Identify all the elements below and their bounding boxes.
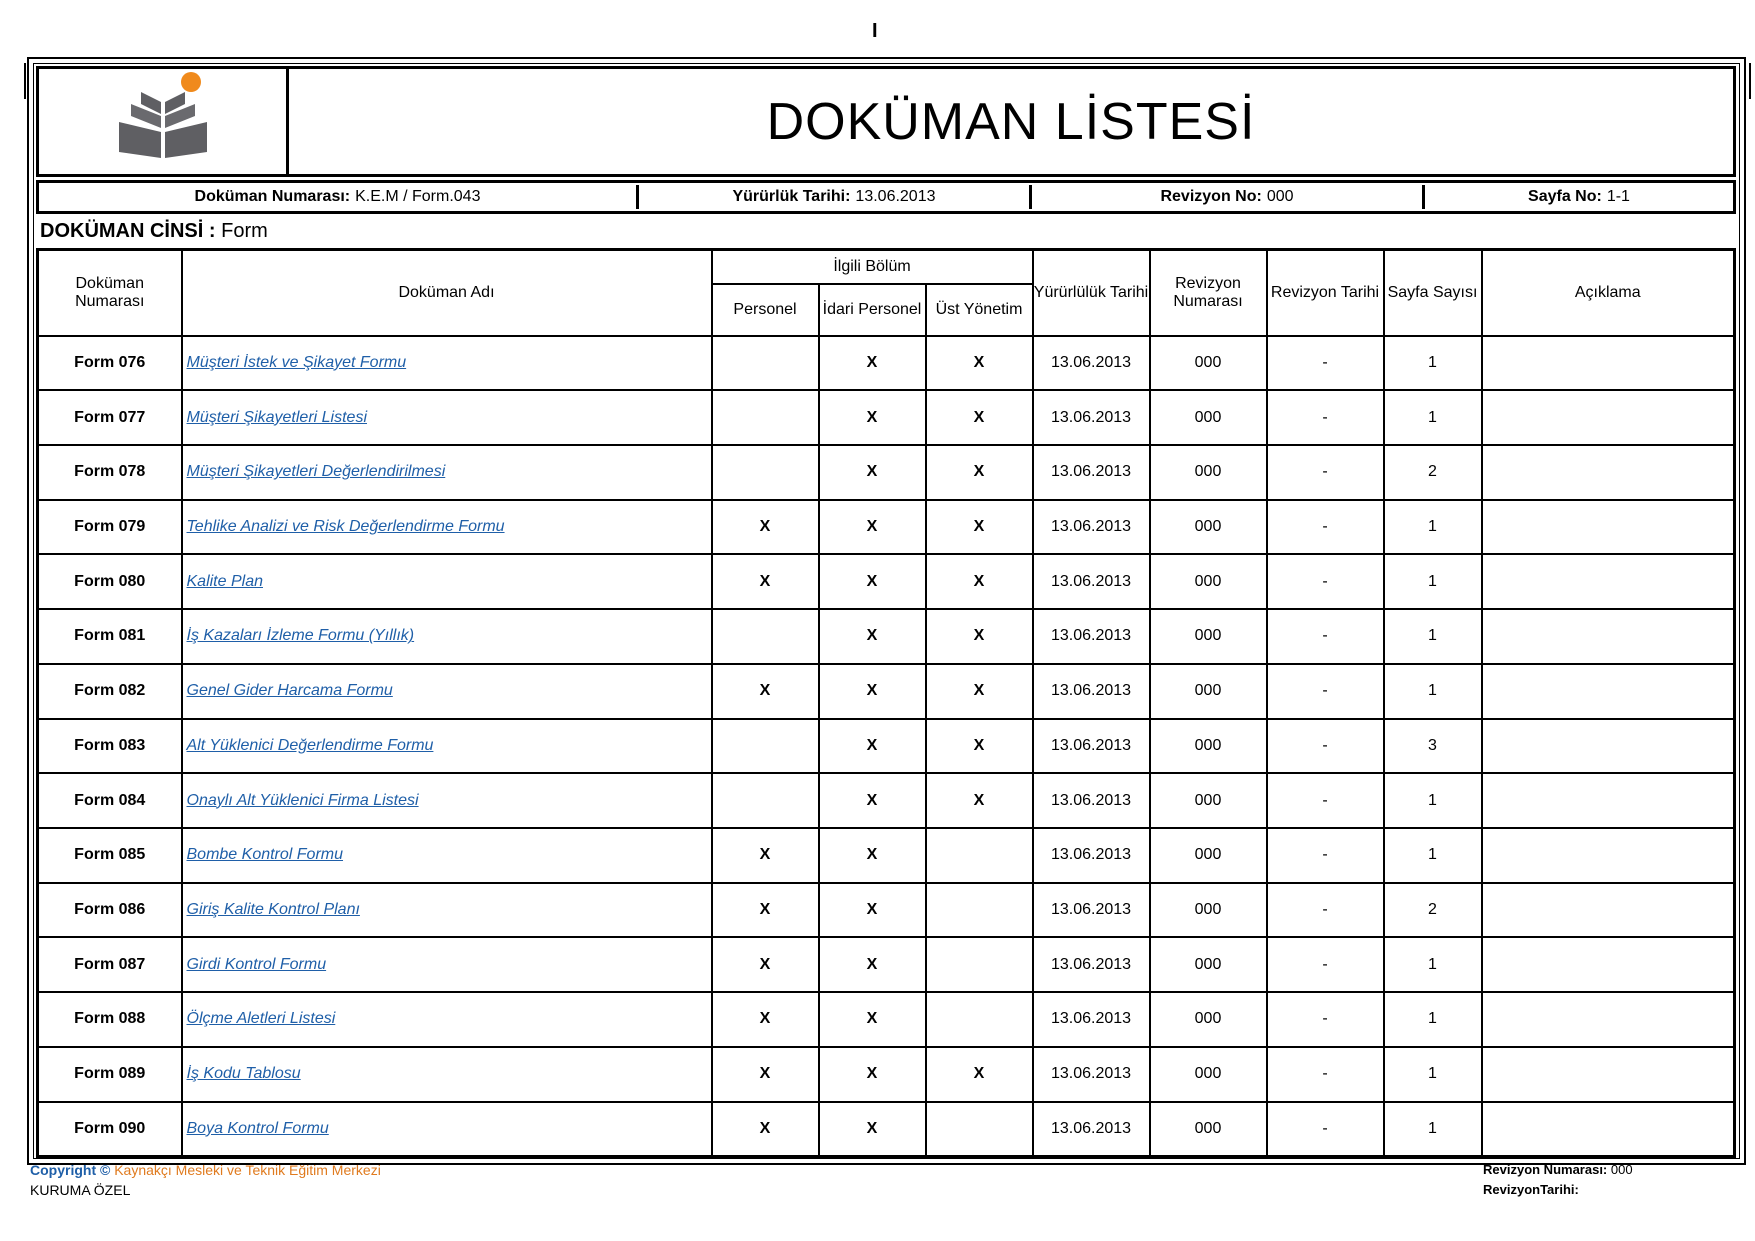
- doc-link[interactable]: İş Kodu Tablosu: [186, 1065, 301, 1083]
- revision-number-cell: 000: [1150, 773, 1267, 828]
- meta-revision-label: Revizyon No:: [1160, 188, 1262, 205]
- meta-page-value: 1-1: [1606, 188, 1630, 205]
- effective-date-cell: 13.06.2013: [1033, 883, 1150, 938]
- personel-cell: X: [712, 883, 819, 938]
- page-count-cell: 1: [1384, 992, 1482, 1047]
- personel-cell: X: [712, 554, 819, 609]
- meta-doc-number-value: K.E.M / Form.043: [355, 188, 481, 205]
- header-revision-date: Revizyon Tarihi: [1267, 250, 1384, 336]
- doc-number-cell: Form 086: [38, 883, 182, 938]
- doc-link[interactable]: Alt Yüklenici Değerlendirme Formu: [186, 736, 434, 754]
- ust-yonetim-cell: X: [926, 390, 1033, 445]
- notes-cell: [1482, 336, 1735, 391]
- header-doc-number: Doküman Numarası: [38, 250, 182, 336]
- doc-number-cell: Form 089: [38, 1047, 182, 1102]
- notes-cell: [1482, 609, 1735, 664]
- document-type-value: Form: [221, 220, 268, 242]
- institution-logo-icon: [103, 66, 223, 166]
- doc-name-cell: [182, 390, 712, 445]
- doc-name-cell: [182, 1047, 712, 1102]
- document-type: [40, 220, 268, 243]
- doc-number-cell: Form 083: [38, 719, 182, 774]
- page-count-cell: 1: [1384, 336, 1482, 391]
- doc-link[interactable]: Girdi Kontrol Formu: [186, 955, 327, 973]
- footer-rev-date-label: RevizyonTarihi:: [1483, 1182, 1579, 1197]
- header-personel: Personel: [712, 284, 819, 336]
- notes-cell: [1482, 500, 1735, 555]
- personel-cell: X: [712, 500, 819, 555]
- notes-cell: [1482, 390, 1735, 445]
- effective-date-cell: 13.06.2013: [1033, 1047, 1150, 1102]
- effective-date-cell: 13.06.2013: [1033, 719, 1150, 774]
- notes-cell: [1482, 554, 1735, 609]
- ust-yonetim-cell: X: [926, 664, 1033, 719]
- personel-cell: X: [712, 664, 819, 719]
- header-revision-number: Revizyon Numarası: [1150, 250, 1267, 336]
- ust-yonetim-cell: [926, 992, 1033, 1047]
- personel-cell: [712, 336, 819, 391]
- footer-internal: KURUMA ÖZEL: [30, 1182, 131, 1198]
- idari-personel-cell: X: [819, 773, 926, 828]
- revision-date-cell: -: [1267, 336, 1384, 391]
- revision-date-cell: -: [1267, 773, 1384, 828]
- revision-number-cell: 000: [1150, 664, 1267, 719]
- ust-yonetim-cell: X: [926, 719, 1033, 774]
- ust-yonetim-cell: X: [926, 500, 1033, 555]
- effective-date-cell: 13.06.2013: [1033, 554, 1150, 609]
- logo-cell: [39, 69, 289, 174]
- page-count-cell: 1: [1384, 773, 1482, 828]
- page-count-cell: 2: [1384, 445, 1482, 500]
- table-row: [38, 828, 1735, 883]
- doc-link[interactable]: Tehlike Analizi ve Risk Değerlendirme Formu: [186, 518, 505, 536]
- revision-date-cell: -: [1267, 554, 1384, 609]
- table-row: [38, 992, 1735, 1047]
- table-row: [38, 883, 1735, 938]
- header-doc-name: Doküman Adı: [182, 250, 712, 336]
- revision-number-cell: 000: [1150, 390, 1267, 445]
- ust-yonetim-cell: [926, 1102, 1033, 1157]
- doc-name-cell: [182, 719, 712, 774]
- doc-number-cell: Form 084: [38, 773, 182, 828]
- page-count-cell: 1: [1384, 828, 1482, 883]
- header-related-section: İlgili Bölüm: [712, 250, 1033, 284]
- page-count-cell: 1: [1384, 937, 1482, 992]
- idari-personel-cell: X: [819, 883, 926, 938]
- doc-number-cell: Form 078: [38, 445, 182, 500]
- ust-yonetim-cell: X: [926, 609, 1033, 664]
- doc-number-cell: Form 080: [38, 554, 182, 609]
- table-row: [38, 719, 1735, 774]
- doc-number-cell: Form 088: [38, 992, 182, 1047]
- page-count-cell: 1: [1384, 664, 1482, 719]
- idari-personel-cell: X: [819, 609, 926, 664]
- doc-name-cell: [182, 883, 712, 938]
- doc-link[interactable]: Bombe Kontrol Formu: [186, 846, 344, 864]
- effective-date-cell: 13.06.2013: [1033, 937, 1150, 992]
- revision-number-cell: 000: [1150, 609, 1267, 664]
- footer-rev-num-label: Revizyon Numarası:: [1483, 1162, 1608, 1177]
- idari-personel-cell: X: [819, 445, 926, 500]
- personel-cell: [712, 609, 819, 664]
- effective-date-cell: 13.06.2013: [1033, 609, 1150, 664]
- idari-personel-cell: X: [819, 937, 926, 992]
- footer-right: [1483, 1160, 1633, 1200]
- table-row: [38, 1102, 1735, 1157]
- idari-personel-cell: X: [819, 828, 926, 883]
- notes-cell: [1482, 1102, 1735, 1157]
- revision-date-cell: -: [1267, 445, 1384, 500]
- doc-number-cell: Form 076: [38, 336, 182, 391]
- personel-cell: X: [712, 828, 819, 883]
- header-effective-date: Yürürlülük Tarihi: [1033, 250, 1150, 336]
- ust-yonetim-cell: [926, 883, 1033, 938]
- doc-link[interactable]: Ölçme Aletleri Listesi: [186, 1010, 336, 1028]
- revision-date-cell: -: [1267, 1047, 1384, 1102]
- personel-cell: X: [712, 937, 819, 992]
- revision-number-cell: 000: [1150, 828, 1267, 883]
- doc-link[interactable]: Boya Kontrol Formu: [186, 1119, 329, 1137]
- doc-name-cell: [182, 445, 712, 500]
- notes-cell: [1482, 445, 1735, 500]
- idari-personel-cell: X: [819, 1102, 926, 1157]
- effective-date-cell: 13.06.2013: [1033, 445, 1150, 500]
- page-count-cell: 3: [1384, 719, 1482, 774]
- page-count-cell: 1: [1384, 390, 1482, 445]
- notes-cell: [1482, 719, 1735, 774]
- revision-number-cell: 000: [1150, 719, 1267, 774]
- page-count-cell: 1: [1384, 554, 1482, 609]
- meta-effective-value: 13.06.2013: [855, 188, 936, 205]
- frame-edge-left: [24, 63, 26, 99]
- revision-date-cell: -: [1267, 828, 1384, 883]
- revision-date-cell: -: [1267, 500, 1384, 555]
- personel-cell: [712, 773, 819, 828]
- ust-yonetim-cell: X: [926, 1047, 1033, 1102]
- table-row: [38, 609, 1735, 664]
- page-count-cell: 1: [1384, 500, 1482, 555]
- table-row: [38, 336, 1735, 391]
- frame-edge-right: [1749, 63, 1751, 99]
- header-page-count: Sayfa Sayısı: [1384, 250, 1482, 336]
- doc-name-cell: [182, 937, 712, 992]
- ust-yonetim-cell: [926, 937, 1033, 992]
- idari-personel-cell: X: [819, 500, 926, 555]
- effective-date-cell: 13.06.2013: [1033, 390, 1150, 445]
- effective-date-cell: 13.06.2013: [1033, 336, 1150, 391]
- doc-number-cell: Form 077: [38, 390, 182, 445]
- table-row: [38, 664, 1735, 719]
- meta-effective-label: Yürürlük Tarihi:: [732, 188, 851, 205]
- doc-name-cell: [182, 500, 712, 555]
- doc-number-cell: Form 085: [38, 828, 182, 883]
- document-meta-row: [36, 180, 1736, 214]
- table-row: [38, 500, 1735, 555]
- table-row: [38, 445, 1735, 500]
- notes-cell: [1482, 773, 1735, 828]
- ust-yonetim-cell: X: [926, 336, 1033, 391]
- ust-yonetim-cell: X: [926, 773, 1033, 828]
- revision-number-cell: 000: [1150, 937, 1267, 992]
- doc-number-cell: Form 079: [38, 500, 182, 555]
- doc-link[interactable]: Giriş Kalite Kontrol Planı: [186, 901, 360, 919]
- header-ust-yonetim: Üst Yönetim: [926, 284, 1033, 336]
- table-row: [38, 773, 1735, 828]
- table-row: [38, 1047, 1735, 1102]
- meta-page: [1425, 185, 1733, 209]
- header-notes: Açıklama: [1482, 250, 1735, 336]
- document-list-table: [36, 248, 1736, 1158]
- notes-cell: [1482, 937, 1735, 992]
- revision-number-cell: 000: [1150, 336, 1267, 391]
- revision-date-cell: -: [1267, 1102, 1384, 1157]
- doc-name-cell: [182, 664, 712, 719]
- revision-number-cell: 000: [1150, 1102, 1267, 1157]
- document-title: DOKÜMAN LİSTESİ: [766, 92, 1256, 151]
- revision-date-cell: -: [1267, 719, 1384, 774]
- doc-link[interactable]: Onaylı Alt Yüklenici Firma Listesi: [186, 791, 419, 809]
- ust-yonetim-cell: X: [926, 445, 1033, 500]
- doc-link[interactable]: Müşteri Şikayetleri Listesi: [186, 408, 367, 426]
- meta-doc-number: [39, 185, 639, 209]
- ust-yonetim-cell: [926, 828, 1033, 883]
- meta-page-label: Sayfa No:: [1528, 188, 1602, 205]
- doc-link[interactable]: Müşteri Şikayetleri Değerlendirilmesi: [186, 463, 446, 481]
- revision-number-cell: 000: [1150, 992, 1267, 1047]
- header-idari-personel: İdari Personel: [819, 284, 926, 336]
- document-type-label: DOKÜMAN CİNSİ :: [40, 220, 216, 242]
- footer-copyright: Copyright ©: [30, 1162, 111, 1178]
- notes-cell: [1482, 992, 1735, 1047]
- ust-yonetim-cell: X: [926, 554, 1033, 609]
- revision-date-cell: -: [1267, 937, 1384, 992]
- revision-number-cell: 000: [1150, 445, 1267, 500]
- doc-link[interactable]: Kalite Plan: [186, 572, 263, 590]
- notes-cell: [1482, 883, 1735, 938]
- effective-date-cell: 13.06.2013: [1033, 992, 1150, 1047]
- doc-name-cell: [182, 1102, 712, 1157]
- idari-personel-cell: X: [819, 390, 926, 445]
- doc-name-cell: [182, 336, 712, 391]
- page-count-cell: 1: [1384, 1102, 1482, 1157]
- revision-number-cell: 000: [1150, 500, 1267, 555]
- personel-cell: [712, 390, 819, 445]
- effective-date-cell: 13.06.2013: [1033, 828, 1150, 883]
- table-row: [38, 937, 1735, 992]
- idari-personel-cell: X: [819, 719, 926, 774]
- doc-number-cell: Form 082: [38, 664, 182, 719]
- footer-rev-num-value: 000: [1610, 1162, 1633, 1177]
- footer-organization: Kaynakçı Mesleki ve Teknik Eğitim Merkezi: [114, 1162, 381, 1178]
- revision-date-cell: -: [1267, 609, 1384, 664]
- doc-name-cell: [182, 828, 712, 883]
- table-row: [38, 390, 1735, 445]
- doc-name-cell: [182, 554, 712, 609]
- revision-number-cell: 000: [1150, 1047, 1267, 1102]
- revision-number-cell: 000: [1150, 554, 1267, 609]
- effective-date-cell: 13.06.2013: [1033, 773, 1150, 828]
- document-header: [36, 66, 1736, 177]
- doc-number-cell: Form 087: [38, 937, 182, 992]
- idari-personel-cell: X: [819, 554, 926, 609]
- idari-personel-cell: X: [819, 1047, 926, 1102]
- table-row: [38, 554, 1735, 609]
- doc-name-cell: [182, 992, 712, 1047]
- notes-cell: [1482, 1047, 1735, 1102]
- notes-cell: [1482, 664, 1735, 719]
- personel-cell: [712, 719, 819, 774]
- personel-cell: [712, 445, 819, 500]
- meta-effective-date: [639, 185, 1032, 209]
- notes-cell: [1482, 828, 1735, 883]
- idari-personel-cell: X: [819, 992, 926, 1047]
- effective-date-cell: 13.06.2013: [1033, 664, 1150, 719]
- revision-date-cell: -: [1267, 883, 1384, 938]
- meta-doc-number-label: Doküman Numarası:: [194, 188, 351, 205]
- doc-name-cell: [182, 609, 712, 664]
- doc-link[interactable]: İş Kazaları İzleme Formu (Yıllık): [186, 627, 415, 645]
- revision-date-cell: -: [1267, 992, 1384, 1047]
- personel-cell: X: [712, 992, 819, 1047]
- personel-cell: X: [712, 1102, 819, 1157]
- page-count-cell: 1: [1384, 609, 1482, 664]
- page-marker: I: [872, 20, 878, 42]
- revision-date-cell: -: [1267, 664, 1384, 719]
- revision-number-cell: 000: [1150, 883, 1267, 938]
- personel-cell: X: [712, 1047, 819, 1102]
- doc-link[interactable]: Genel Gider Harcama Formu: [186, 682, 393, 700]
- meta-revision: [1032, 185, 1425, 209]
- idari-personel-cell: X: [819, 336, 926, 391]
- doc-name-cell: [182, 773, 712, 828]
- doc-link[interactable]: Müşteri İstek ve Şikayet Formu: [186, 353, 407, 371]
- effective-date-cell: 13.06.2013: [1033, 500, 1150, 555]
- footer-left: [30, 1160, 381, 1200]
- effective-date-cell: 13.06.2013: [1033, 1102, 1150, 1157]
- page-count-cell: 1: [1384, 1047, 1482, 1102]
- meta-revision-value: 000: [1266, 188, 1294, 205]
- idari-personel-cell: X: [819, 664, 926, 719]
- revision-date-cell: -: [1267, 390, 1384, 445]
- doc-number-cell: Form 090: [38, 1102, 182, 1157]
- doc-number-cell: Form 081: [38, 609, 182, 664]
- page-count-cell: 2: [1384, 883, 1482, 938]
